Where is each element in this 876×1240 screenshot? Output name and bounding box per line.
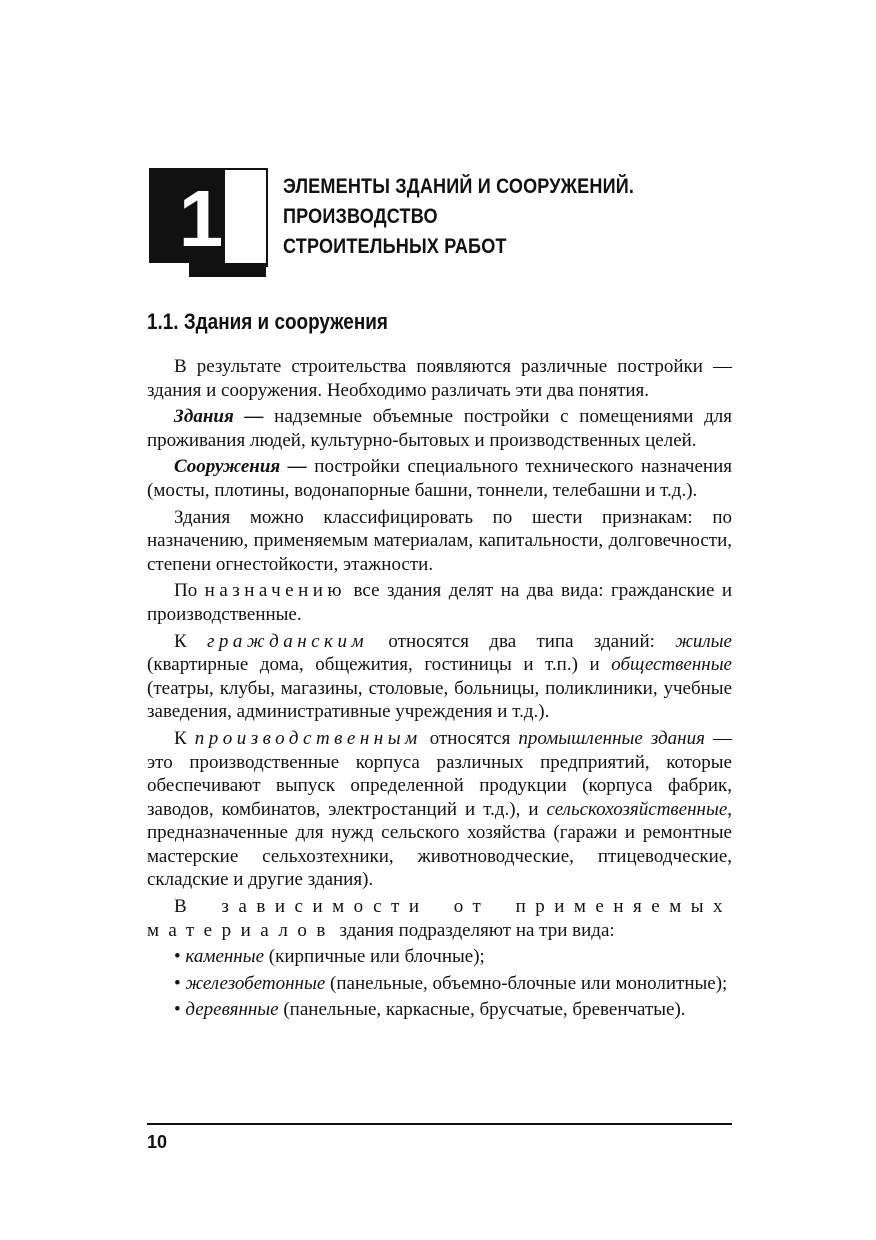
list-item-text: (панельные, каркасные, брусчатые, бревенчатые). — [278, 999, 686, 1021]
body-text — [147, 355, 732, 1022]
spaced-term: назначению — [204, 580, 347, 602]
paragraph-text: К — [174, 630, 207, 652]
paragraph — [147, 455, 732, 502]
chapter-title-line: СТРОИТЕЛЬНЫХ РАБОТ — [283, 235, 507, 258]
bullet: • — [174, 972, 181, 994]
list-item-text: (панельные, объемно-блочные или монолитные); — [325, 972, 728, 994]
chapter-title — [283, 172, 687, 262]
list-item-text: (кирпичные или блочные); — [264, 946, 485, 968]
paragraph-text: здания подразделяют на три вида: — [334, 919, 615, 941]
italic-term: железобетонные — [185, 972, 326, 994]
italic-term: деревянные — [185, 999, 279, 1021]
bullet: • — [174, 946, 181, 968]
paragraph — [147, 405, 732, 452]
paragraph-text: (квартирные дома, общежития, гостиницы и т.п.) и — [147, 654, 612, 676]
italic-term: сельскохозяйственные — [546, 798, 728, 820]
term: Сооружения — — [174, 456, 307, 478]
chapter-mark-bracket — [212, 194, 224, 256]
paragraph-text: постройки специального технического назначения (мосты, плотины, водонапорные башни, тоннели, телебашни и т.д.). — [147, 456, 732, 501]
chapter-mark-bottom-bar — [189, 263, 266, 277]
italic-term: жилые — [675, 630, 732, 652]
paragraph — [147, 895, 732, 942]
italic-term: каменные — [185, 946, 265, 968]
list-item — [147, 998, 732, 1022]
page-number: 10 — [147, 1132, 168, 1152]
section-title: 1.1. Здания и сооружения — [147, 309, 388, 334]
footer-rule — [147, 1123, 732, 1125]
spaced-term: В зависимости от применяемых материалов — [147, 896, 732, 941]
paragraph-text: относятся — [421, 727, 519, 749]
paragraph-text: К — [174, 727, 195, 749]
spaced-term: производственным — [194, 727, 422, 749]
paragraph-text: (театры, клубы, магазины, столовые, больницы, поликлиники, учебные заведения, административные учреждения и т.д.). — [147, 677, 732, 723]
paragraph-text: все здания делят на два вида: гражданские и производственные. — [147, 580, 732, 625]
italic-term: промышленные здания — [518, 727, 705, 749]
chapter-title-line: ЭЛЕМЕНТЫ ЗДАНИЙ И СООРУЖЕНИЙ. — [283, 175, 635, 198]
paragraph-text: По — [174, 580, 205, 602]
spaced-term: гражданским — [207, 630, 369, 652]
italic-term: общественные — [611, 654, 732, 676]
list-item — [147, 972, 732, 996]
paragraph: В результате строительства появляются различные постройки — здания и сооружения. Необходимо различать эти два понятия. — [147, 356, 732, 401]
paragraph-text: — это производственные корпуса различных предприятий, которые обеспечивают выпуск определенной продукции (корпуса фабрик, заводов, комбинатов, электростанций и т.д.), и — [147, 727, 732, 820]
list-item — [147, 945, 732, 969]
paragraph — [147, 630, 732, 724]
paragraph-text: , предназначенные для нужд сельского хозяйства (гаражи и ремонтные мастерские сельхозтехники, животноводческие, птицеводческие, складские и другие здания). — [147, 798, 732, 891]
bullet: • — [174, 999, 181, 1021]
chapter-title-line: ПРОИЗВОДСТВО — [283, 205, 438, 228]
paragraph: Здания можно классифицировать по шести признакам: по назначению, применяемым материалам, капитальности, долговечности, степени огнестойкости, этажности. — [147, 506, 732, 575]
paragraph-text: надземные объемные постройки с помещениями для проживания людей, культурно-бытовых и производственных целей. — [147, 406, 733, 451]
paragraph — [147, 727, 732, 892]
paragraph — [147, 579, 732, 626]
chapter-number: 1 — [178, 174, 224, 263]
term: Здания — — [174, 406, 264, 428]
chapter-number-mark — [149, 168, 266, 277]
paragraph-text: относятся два типа зданий: — [368, 630, 676, 652]
